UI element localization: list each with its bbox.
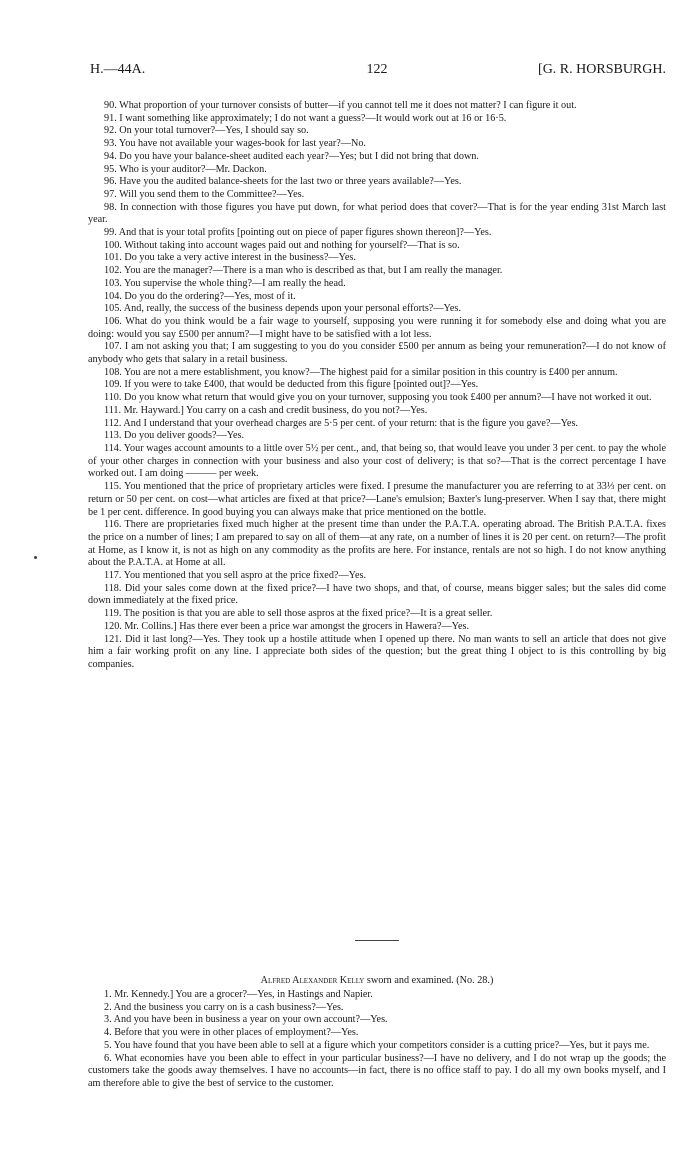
question-answer: 100. Without taking into account wages paid out and nothing for yourself?—That is so. bbox=[104, 239, 460, 251]
witness-name-header: [G. R. HORSBURGH. bbox=[538, 62, 666, 77]
evidence-body-second-witness bbox=[88, 974, 666, 1091]
question-answer: 2. And the business you carry on is a cash business?—Yes. bbox=[104, 1001, 344, 1013]
question-answer: 92. On your total turnover?—Yes, I should say so. bbox=[104, 125, 309, 137]
question-answer: 104. Do you do the ordering?—Yes, most of it. bbox=[104, 290, 296, 302]
question-answer: 112. And I understand that your overhead charges are 5·5 per cent. of your return: that is the figure you gave?—Yes. bbox=[104, 417, 578, 429]
question-answer: 96. Have you the audited balance-sheets for the last two or three years available?—Yes. bbox=[104, 176, 462, 188]
question-answer: 91. I want something like approximately; I do not want a guess?—It would work out at 16 or 16·5. bbox=[104, 112, 507, 124]
witness-heading bbox=[88, 974, 666, 987]
question-answer: 116. There are proprietaries fixed much higher at the present time than under the P.A.T.A. operating abroad. The British P.A.T.A. fixes the price on a number of lines; I am prepared to say on all of them—at any rate, on a number of lines it is 20 per cent. on return?—The profit at Home, as I know it, is not as high on any commodity as the profits are here. For instance, rentals are not so high. I do not know anything about the P.A.T.A. at Home at all. bbox=[88, 519, 666, 569]
question-answer: 109. If you were to take £400, that would be deducted from this figure [pointed out]?—Yes. bbox=[104, 379, 479, 391]
question-answer: 114. Your wages account amounts to a little over 5½ per cent., and, that being so, that would leave you under 3 per cent. to pay the whole of your other charges in connection with your business and also your cost of delivery; is that so?—That is the correct percentage I have worked out. I am doing ——— per week. bbox=[88, 442, 666, 480]
witness-name: Alfred Alexander Kelly bbox=[260, 975, 365, 986]
question-answer: 103. You supervise the whole thing?—I am really the head. bbox=[104, 277, 346, 289]
question-answer: 98. In connection with those figures you have put down, for what period does that cover?—That is for the year ending 31st March last year. bbox=[88, 201, 666, 226]
question-answer: 115. You mentioned that the price of proprietary articles were fixed. I presume the manufacturer you are referring to at 33⅓ per cent. on return or 50 per cent. on cost—what articles are fixed at that price?—Lane's emulsion; Baxter's lung-preserver. When I say that, there might be 1 per cent. difference. In good buying you can always make that price mentioned on the bottle. bbox=[88, 481, 666, 518]
question-answer: 101. Do you take a very active interest in the business?—Yes. bbox=[104, 252, 356, 264]
question-answer: 94. Do you have your balance-sheet audited each year?—Yes; but I did not bring that down. bbox=[104, 150, 479, 162]
question-answer: 3. And you have been in business a year on your own account?—Yes. bbox=[104, 1014, 388, 1026]
evidence-body bbox=[88, 100, 666, 672]
margin-speck bbox=[34, 556, 37, 559]
question-answer: 120. Mr. Collins.] Has there ever been a price war amongst the grocers in Hawera?—Yes. bbox=[104, 620, 470, 632]
question-answer: 6. What economies have you been able to effect in your particular business?—I have no delivery, and I do not wrap up the goods; the customers take the goods away themselves. I have no accounts—in fact, there is no office staff to pay. I do all my own books myself, and I am therefore able to give the best of service to the customer. bbox=[88, 1052, 666, 1089]
question-answer: 108. You are not a mere establishment, you know?—The highest paid for a similar position in this country is £400 per annum. bbox=[104, 366, 618, 378]
question-answer: 97. Will you send them to the Committee?—Yes. bbox=[104, 188, 305, 200]
question-answer: 1. Mr. Kennedy.] You are a grocer?—Yes, in Hastings and Napier. bbox=[104, 989, 373, 1000]
question-answer: 4. Before that you were in other places of employment?—Yes. bbox=[104, 1027, 359, 1039]
question-answer: 102. You are the manager?—There is a man who is described as that, but I am really the manager. bbox=[104, 265, 503, 277]
question-answer: 110. Do you know what return that would give you on your turnover, supposing you took £400 per annum?—I have not worked it out. bbox=[104, 392, 652, 404]
question-answer: 93. You have not available your wages-book for last year?—No. bbox=[104, 138, 366, 150]
question-answer: 5. You have found that you have been able to sell at a figure which your competitors consider is a cutting price?—Yes, but it pays me. bbox=[104, 1039, 650, 1051]
question-answer: 121. Did it last long?—Yes. They took up a hostile attitude when I opened up there. No man wants to sell an article that does not give him a fair working profit on any line. I appreciate both sides of the question; but the great thing I object to is this controlling by big companies. bbox=[88, 633, 666, 670]
question-answer: 119. The position is that you are able to sell those aspros at the fixed price?—It is a great seller. bbox=[104, 608, 493, 620]
question-answer: 117. You mentioned that you sell aspro at the price fixed?—Yes. bbox=[104, 570, 367, 582]
document-reference: H.—44A. bbox=[90, 62, 146, 77]
question-answer: 99. And that is your total profits [pointing out on piece of paper figures shown thereon]?—Yes. bbox=[104, 227, 492, 239]
question-answer: 113. Do you deliver goods?—Yes. bbox=[104, 430, 245, 442]
section-divider bbox=[355, 940, 399, 941]
question-answer: 106. What do you think would be a fair wage to yourself, supposing you were running it for somebody else and doing what you are doing: would you say £500 per annum?—I might have to be satisfied with a lot less. bbox=[88, 315, 666, 340]
document-page bbox=[88, 62, 666, 1089]
question-answer: 107. I am not asking you that; I am suggesting to you do you consider £500 per annum as being your remuneration?—I do not know of anybody who gets that salary in a retail business. bbox=[88, 341, 666, 366]
page-header bbox=[88, 62, 666, 84]
question-answer: 105. And, really, the success of the business depends upon your personal efforts?—Yes. bbox=[104, 303, 461, 315]
question-answer: 118. Did your sales come down at the fixed price?—I have two shops, and that, of course, means bigger sales; but the sales did come down immediately at the fixed price. bbox=[88, 582, 666, 607]
question-answer: 111. Mr. Hayward.] You carry on a cash and credit business, do you not?—Yes. bbox=[104, 404, 428, 416]
witness-sworn-text: sworn and examined. (No. 28.) bbox=[364, 975, 494, 986]
question-answer: 95. Who is your auditor?—Mr. Dackon. bbox=[104, 163, 267, 175]
page-number: 122 bbox=[366, 62, 388, 77]
question-answer: 90. What proportion of your turnover consists of butter—if you cannot tell me it does not matter? I can figure it out. bbox=[104, 100, 577, 111]
